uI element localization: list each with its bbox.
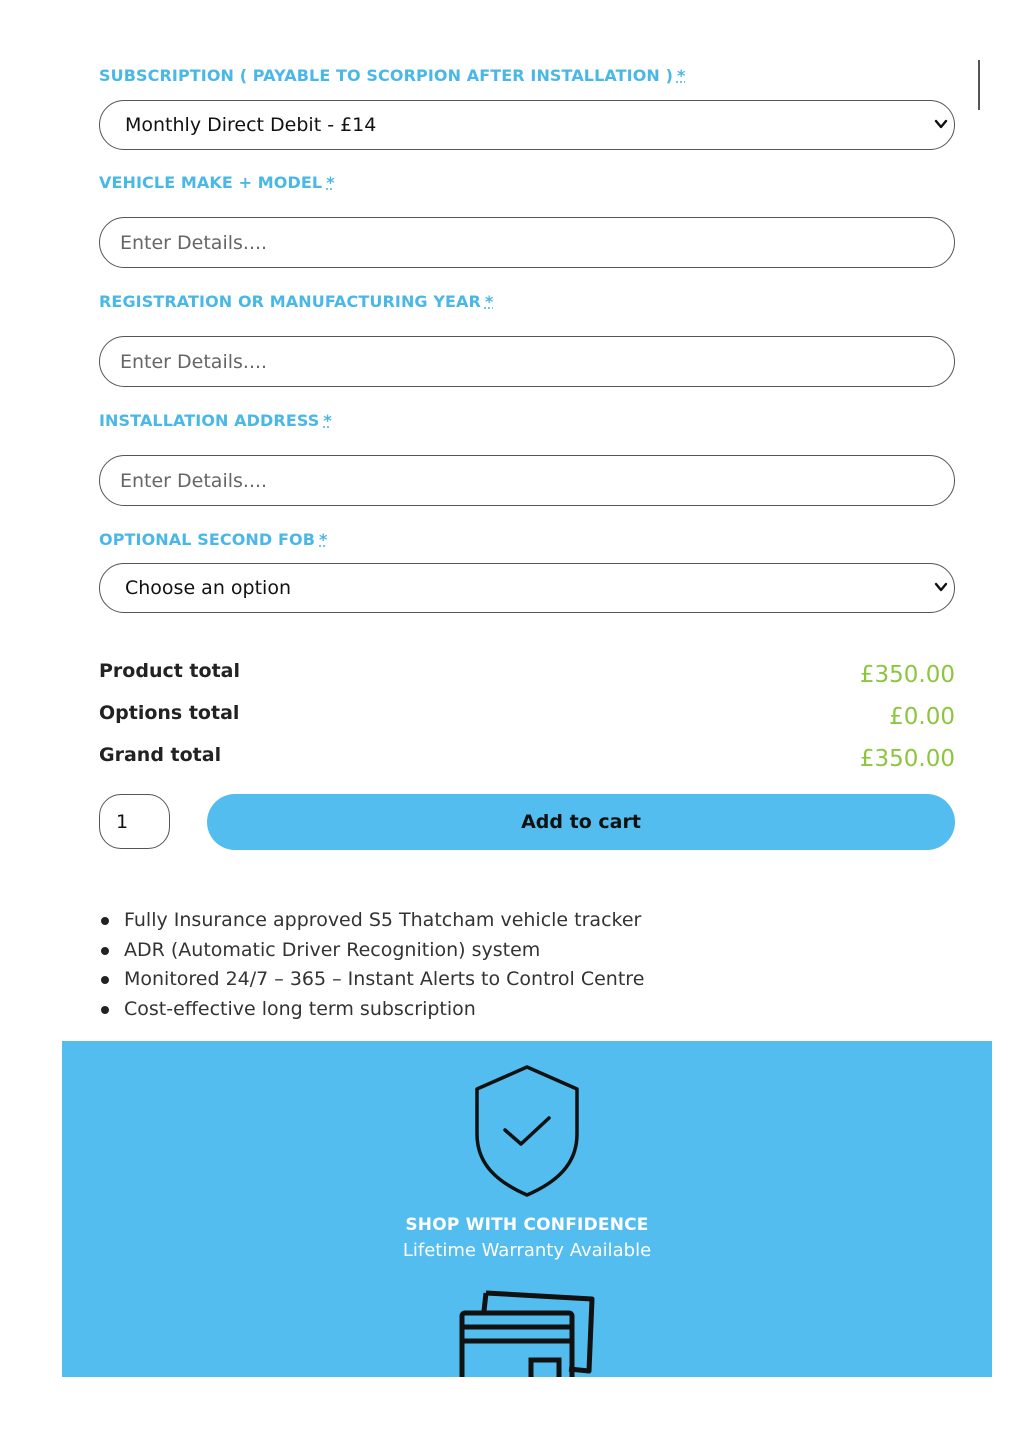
feature-text: Fully Insurance approved S5 Thatcham vehicle tracker	[124, 909, 642, 931]
list-item	[99, 965, 955, 995]
banner-subtitle: Lifetime Warranty Available	[402, 1240, 652, 1261]
second-fob-select[interactable]	[99, 563, 955, 613]
list-item	[99, 936, 955, 966]
product-total-row	[99, 660, 955, 690]
year-label	[99, 292, 493, 311]
vehicle-label-text: VEHICLE MAKE + MODEL	[99, 173, 323, 192]
grand-total-label: Grand total	[99, 744, 222, 766]
quantity-input[interactable]	[99, 794, 170, 849]
required-marker: *	[323, 411, 332, 430]
chevron-down-icon	[934, 580, 948, 594]
fob-label-text: OPTIONAL SECOND FOB	[99, 530, 316, 549]
subscription-select[interactable]	[99, 100, 955, 150]
second-fob-selected-value: Choose an option	[125, 577, 291, 599]
year-label-text: REGISTRATION OR MANUFACTURING YEAR	[99, 292, 481, 311]
product-total-value: £350.00	[859, 662, 955, 688]
required-marker: *	[484, 292, 494, 311]
options-total-label: Options total	[99, 702, 240, 724]
vehicle-label	[99, 173, 335, 192]
list-item	[99, 995, 955, 1025]
fob-label	[99, 530, 327, 549]
grand-total-value: £350.00	[859, 746, 955, 772]
chevron-down-icon	[934, 117, 948, 131]
feature-list	[99, 906, 955, 1024]
feature-text: Cost-effective long term subscription	[124, 997, 476, 1020]
installation-address-input[interactable]	[99, 455, 955, 506]
options-total-value: £0.00	[889, 704, 955, 730]
required-marker: *	[326, 173, 335, 192]
bullet-icon	[101, 1006, 109, 1014]
grand-total-row	[99, 744, 955, 774]
registration-year-input[interactable]	[99, 336, 955, 387]
shop-with-confidence-banner	[62, 1041, 992, 1377]
subscription-label-text: SUBSCRIPTION ( PAYABLE TO SCORPION AFTER INSTALLATION )	[99, 66, 673, 85]
credit-cards-icon	[459, 1289, 597, 1377]
banner-title: SHOP WITH CONFIDENCE	[405, 1215, 649, 1235]
vehicle-make-model-input[interactable]	[99, 217, 955, 268]
scrollbar-thumb[interactable]	[978, 60, 980, 110]
bullet-icon	[101, 947, 109, 955]
feature-text: ADR (Automatic Driver Recognition) system	[124, 938, 541, 961]
subscription-selected-value: Monthly Direct Debit - £14	[125, 114, 377, 136]
shield-check-icon	[473, 1064, 581, 1198]
list-item	[99, 906, 955, 936]
options-total-row	[99, 702, 955, 732]
feature-text: Monitored 24/7 – 365 – Instant Alerts to Control Centre	[124, 968, 645, 990]
bullet-icon	[101, 976, 109, 984]
address-label	[99, 411, 332, 430]
product-total-label: Product total	[99, 660, 240, 682]
required-marker: *	[676, 66, 686, 85]
required-marker: *	[319, 530, 328, 549]
add-to-cart-button[interactable]: Add to cart	[207, 794, 955, 850]
address-label-text: INSTALLATION ADDRESS	[99, 411, 320, 430]
bullet-icon	[101, 917, 109, 925]
subscription-label	[99, 66, 685, 85]
